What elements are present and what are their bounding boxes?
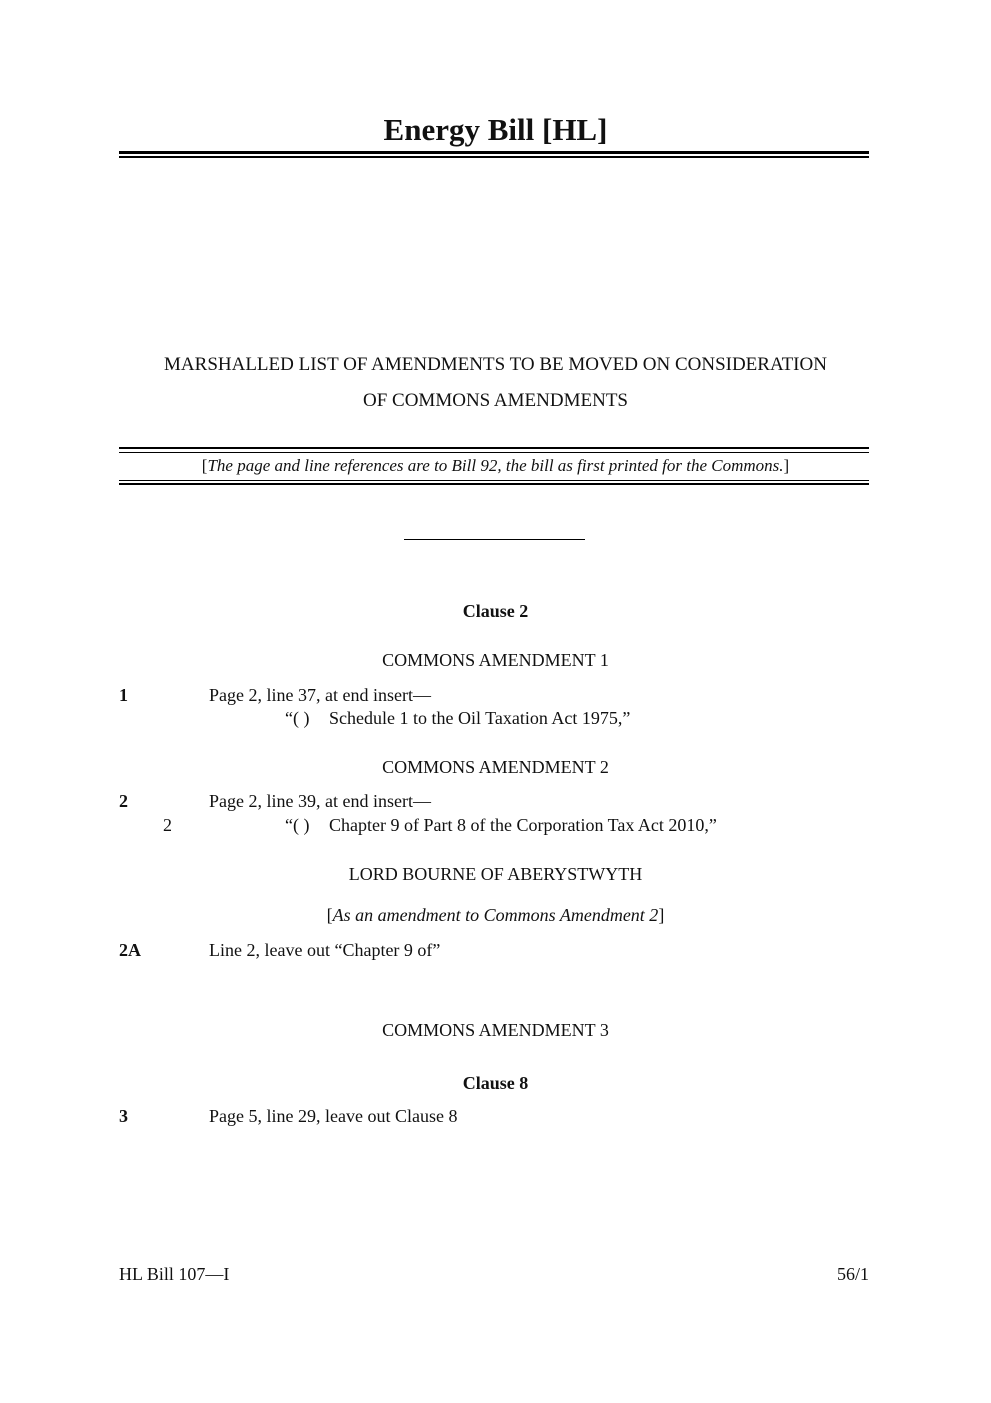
line-number: 2 — [163, 815, 172, 835]
clause-heading: Clause 8 — [462, 1073, 529, 1093]
subtitle-line-2: OF COMMONS AMENDMENTS — [363, 390, 628, 411]
note-text: As an amendment to Commons Amendment 2 — [332, 905, 659, 925]
divider — [119, 151, 869, 154]
amendment-number: 1 — [119, 685, 128, 705]
short-divider — [404, 539, 585, 540]
footer-bill-number: HL Bill 107—I — [119, 1264, 230, 1284]
amendment-number: 2 — [119, 791, 128, 811]
bracket: ] — [658, 905, 665, 925]
divider — [119, 483, 869, 485]
subtitle-line-1: MARSHALLED LIST OF AMENDMENTS TO BE MOVED ON CONSIDERATION — [164, 354, 827, 375]
divider — [119, 447, 869, 449]
quoted-text: Schedule 1 to the Oil Taxation Act 1975,” — [329, 708, 631, 728]
quote-mark: “( ) — [285, 708, 310, 728]
bracket: [ — [201, 456, 208, 475]
amendment-text: Line 2, leave out “Chapter 9 of” — [209, 940, 441, 960]
divider — [119, 480, 869, 481]
member-name: LORD BOURNE OF ABERYSTWYTH — [348, 864, 643, 884]
note-text: The page and line references are to Bill 92, the bill as first printed for the Commons. — [207, 456, 784, 475]
amendment-number: 3 — [119, 1106, 128, 1126]
amendment-heading: COMMONS AMENDMENT 3 — [382, 1020, 609, 1040]
amendment-text: Page 5, line 29, leave out Clause 8 — [209, 1106, 458, 1126]
amendment-heading: COMMONS AMENDMENT 2 — [382, 757, 609, 777]
divider — [119, 156, 869, 158]
reference-note — [0, 456, 991, 476]
page-title — [0, 112, 991, 148]
title-text: Energy Bill [HL] — [383, 112, 608, 147]
amendment-text: Page 2, line 37, at end insert— — [209, 685, 431, 705]
divider — [119, 452, 869, 453]
clause-heading: Clause 2 — [462, 601, 529, 621]
bracket: [ — [326, 905, 333, 925]
quote-mark: “( ) — [285, 815, 310, 835]
footer-page-ref: 56/1 — [836, 1264, 869, 1284]
bracket: ] — [783, 456, 790, 475]
amendment-text: Page 2, line 39, at end insert— — [209, 791, 431, 811]
amendment-number: 2A — [119, 940, 141, 960]
quoted-text: Chapter 9 of Part 8 of the Corporation Tax Act 2010,” — [329, 815, 717, 835]
amendment-heading: COMMONS AMENDMENT 1 — [382, 650, 609, 670]
amendment-note — [0, 905, 991, 926]
